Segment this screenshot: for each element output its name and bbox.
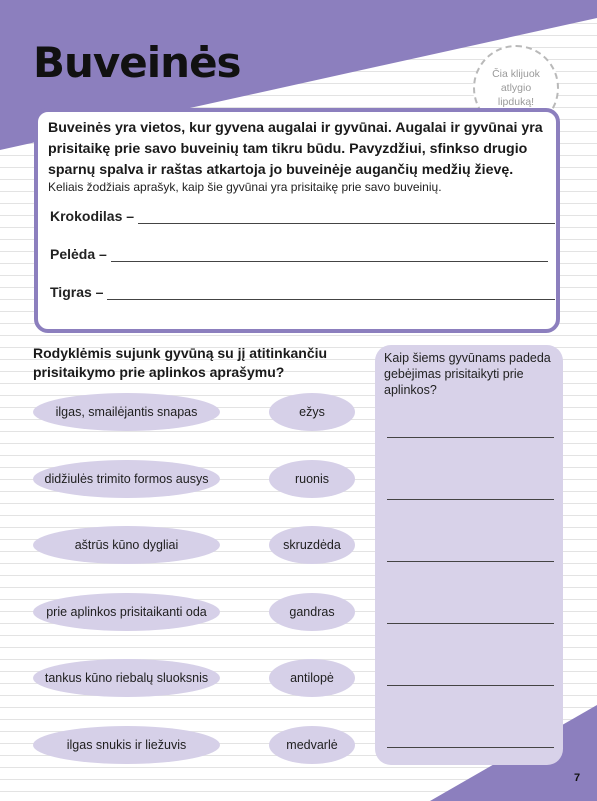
- description-pill[interactable]: didžiulės trimito formos ausys: [33, 460, 220, 498]
- page-number: 7: [574, 772, 581, 784]
- page-title: Buveinės: [33, 38, 241, 87]
- answer-line[interactable]: [111, 247, 548, 262]
- side-answer-line[interactable]: [387, 747, 554, 748]
- description-pill[interactable]: ilgas, smailėjantis snapas: [33, 393, 220, 431]
- side-question: Kaip šiems gyvūnams padeda gebėjimas prisitaikyti prie aplinkos?: [384, 351, 551, 397]
- intro-text: Buveinės yra vietos, kur gyvena augalai ir gyvūnai. Augalai ir gyvūnai yra prisitaikę prie savo buveinių tam tikru būdu. Pavyzdžiui, sfinkso drugio sparnų spalva ir raštas atkartoja jo buveinėje augančių medžių žievę.: [48, 120, 543, 178]
- animal-pill[interactable]: medvarlė: [269, 726, 355, 764]
- description-pill[interactable]: tankus kūno riebalų sluoksnis: [33, 659, 220, 697]
- description-pill[interactable]: aštrūs kūno dygliai: [33, 526, 220, 564]
- animal-pill[interactable]: ruonis: [269, 460, 355, 498]
- answer-line[interactable]: [138, 209, 555, 224]
- fill-row-crocodile: [50, 208, 555, 224]
- instruction-text: Keliais žodžiais aprašyk, kaip šie gyvūnai yra prisitaikę prie savo buveinių.: [48, 180, 442, 194]
- side-answer-line[interactable]: [387, 623, 554, 624]
- animal-pill[interactable]: antilopė: [269, 659, 355, 697]
- fill-row-tiger: [50, 284, 555, 300]
- side-answer-line[interactable]: [387, 437, 554, 438]
- animal-pill[interactable]: ežys: [269, 393, 355, 431]
- side-question-panel: [375, 345, 563, 765]
- fill-row-owl: [50, 246, 548, 262]
- side-answer-line[interactable]: [387, 561, 554, 562]
- side-answer-line[interactable]: [387, 685, 554, 686]
- fill-label: Pelėda –: [50, 246, 107, 262]
- animal-pill[interactable]: gandras: [269, 593, 355, 631]
- fill-label: Krokodilas –: [50, 208, 135, 224]
- description-pill[interactable]: prie aplinkos prisitaikanti oda: [33, 593, 220, 631]
- fill-label: Tigras –: [50, 284, 104, 300]
- answer-line[interactable]: [107, 285, 555, 300]
- description-pill[interactable]: ilgas snukis ir liežuvis: [33, 726, 220, 764]
- matching-question: Rodyklėmis sujunk gyvūną su jį atitinkančiu prisitaikymo prie aplinkos aprašymu?: [33, 345, 328, 380]
- animal-pill[interactable]: skruzdėda: [269, 526, 355, 564]
- sticker-text: Čia klijuok atlygio lipduką!: [492, 68, 540, 108]
- side-answer-line[interactable]: [387, 499, 554, 500]
